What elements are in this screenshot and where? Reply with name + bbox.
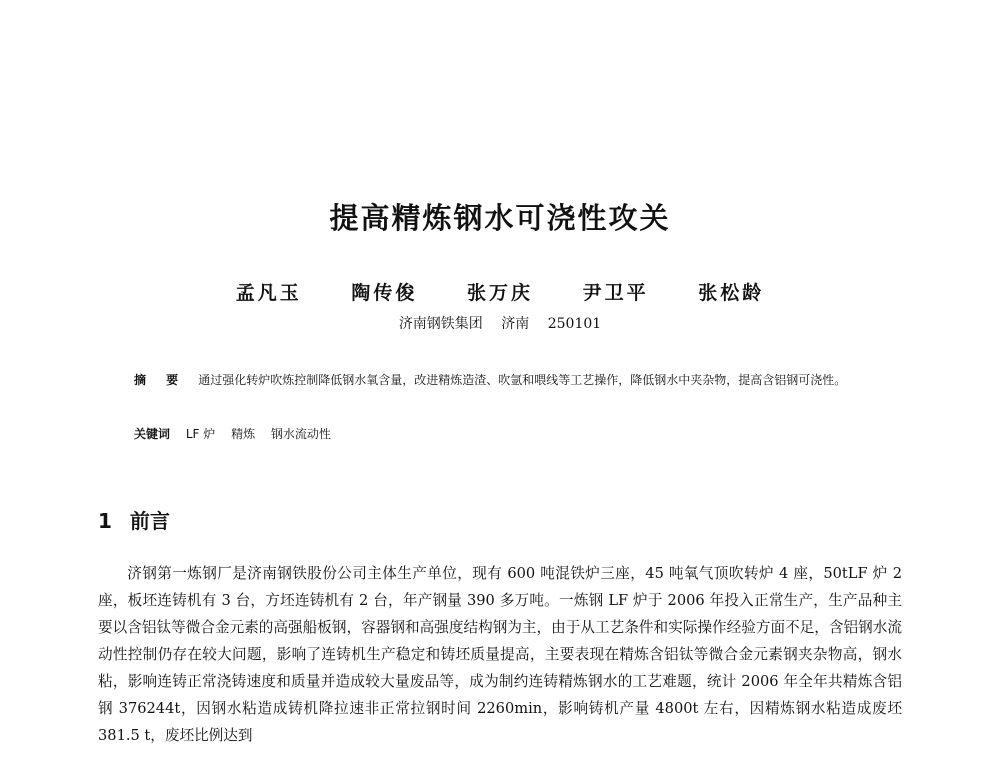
keyword: 精炼 bbox=[231, 427, 256, 441]
paper-title: 提高精炼钢水可浇性攻关 bbox=[329, 201, 671, 235]
abstract bbox=[134, 369, 874, 391]
author-name: 陶传俊 bbox=[351, 282, 418, 304]
section-number: 1 bbox=[98, 509, 112, 533]
author-name: 张万庆 bbox=[466, 282, 533, 304]
keywords-label: 关键词 bbox=[134, 427, 171, 441]
abstract-text: 通过强化转炉吹炼控制降低钢水氧含量，改进精炼造渣、吹氩和喂线等工艺操作，降低钢水中夹杂物，提高含铝钢可浇性。 bbox=[198, 373, 847, 387]
affiliation bbox=[0, 313, 1000, 333]
author-name: 尹卫平 bbox=[582, 282, 649, 304]
abstract-label: 摘 要 bbox=[134, 373, 187, 387]
affiliation-postcode: 250101 bbox=[547, 316, 602, 332]
section-title: 前言 bbox=[129, 509, 170, 533]
affiliation-city: 济南 bbox=[501, 316, 530, 332]
section-heading bbox=[98, 505, 170, 534]
author-name: 张松龄 bbox=[698, 282, 765, 304]
body-paragraph: 济钢第一炼钢厂是济南钢铁股份公司主体生产单位，现有 600 吨混铁炉三座，45 吨氧气顶吹转炉 4 座，50tLF 炉 2 座，板坯连铸机有 3 台，方坯连铸机有 2 台，年产钢量 390 多万吨。一炼钢 LF 炉于 2006 年投入正常生产，生产品种主要以含铝钛等微合金元素的高强船板钢，容器钢和高强度结构钢为主，由于从工艺条件和实际操作经验方面不足，含铝钢水流动性控制仍存在较大问题，影响了连铸机生产稳定和铸坯质量提高，主要表现在精炼含铝钛等微合金元素钢夹杂物高，钢水粘，影响连铸正常浇铸速度和质量并造成较大量废品等，成为制约连铸精炼钢水的工艺难题，统计 2006 年全年共精炼含铝钢 376244t，因钢水粘造成铸机降拉速非正常拉钢时间 2260min，影响铸机产量 4800t 左右，因精炼钢水粘造成废坯 381.5 t，废坯比例达到 bbox=[98, 565, 902, 744]
author-name: 孟凡玉 bbox=[235, 282, 302, 304]
affiliation-org: 济南钢铁集团 bbox=[398, 316, 483, 332]
keywords bbox=[134, 425, 343, 442]
author-list bbox=[0, 278, 1000, 305]
keyword: LF 炉 bbox=[185, 427, 216, 441]
keyword: 钢水流动性 bbox=[270, 427, 331, 441]
